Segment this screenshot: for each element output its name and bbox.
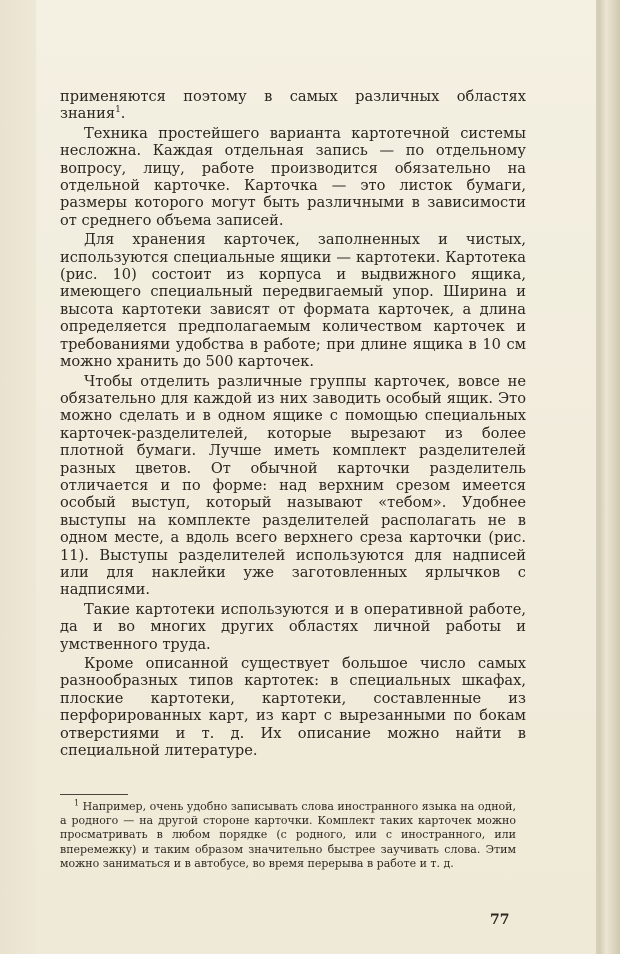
paragraph-technique: Техника простейшего варианта картотечной системы несложна. Каждая отдельная запись — по отдельному вопросу, лицу, работе производится обязательно на отдельной карточке. Карточка — это листок бумаги, размеры которого могут быть различными в зависимости от среднего объема записей. xyxy=(60,124,526,229)
main-text xyxy=(60,88,526,759)
footnote-paragraph xyxy=(60,800,516,871)
paragraph-continued-end: . xyxy=(120,105,126,123)
footnote-reference: 1 xyxy=(115,105,121,116)
footnote-text: Например, очень удобно записывать слова иностранного языка на одной, а родного — на другой стороне карточки. Комплект таких карточек можно просматривать в любом порядке (с родного, или с иностранного, или вперемежку) и таким образом значительно быстрее заучивать слова. Этим можно заниматься и в автобусе, во время перерыва в работе и т. д. xyxy=(60,800,517,870)
paragraph-other-types: Кроме описанной существует большое число самых разнообразных типов картотек: в специальных шкафах, плоские картотеки, картотеки, составленные из перфорированных карт, из карт с вырезанными по бокам отверстиями и т. д. Их описание можно найти в специальной литературе. xyxy=(60,655,526,760)
paragraph-storage: Для хранения карточек, заполненных и чистых, используются специальные ящики — картотеки. Картотека (рис. 10) состоит из корпуса и выдвижного ящика, имеющего специальный передвигаемый упор. Ширина и высота картотеки зависят от формата карточек, а длина определяется предполагаемым количеством карточек и требованиями удобства в работе; при длине ящика в 10 см можно хранить до 500 карточек. xyxy=(60,231,526,371)
footnote-divider xyxy=(60,794,128,795)
paragraph-dividers: Чтобы отделить различные группы карточек, вовсе не обязательно для каждой из них заводить особый ящик. Это можно сделать и в одном ящике с помощью специальных карточек-разделителей, которые вырезают из более плотной бумаги. Лучше иметь комплект разделителей разных цветов. От обычной карточки разделитель отличается и по форме: над верхним срезом имеется особый выступ, который называют «тебом». Удобнее выступы на комплекте разделителей располагать не в одном месте, а вдоль всего верхнего среза карточки (рис. 11). Выступы разделителей используются для надписей или для наклейки уже заготовленных ярлычков с надписями. xyxy=(60,372,526,599)
page-number: 77 xyxy=(490,912,510,928)
footnote xyxy=(60,800,516,871)
footnote-mark: 1 xyxy=(74,798,80,808)
paragraph-continued xyxy=(60,88,526,123)
paragraph-continued-text: применяются поэтому в самых различных областях знания xyxy=(60,88,526,123)
paragraph-usage: Такие картотеки используются и в оперативной работе, да и во многих других областях личной работы и умственного труда. xyxy=(60,600,526,653)
